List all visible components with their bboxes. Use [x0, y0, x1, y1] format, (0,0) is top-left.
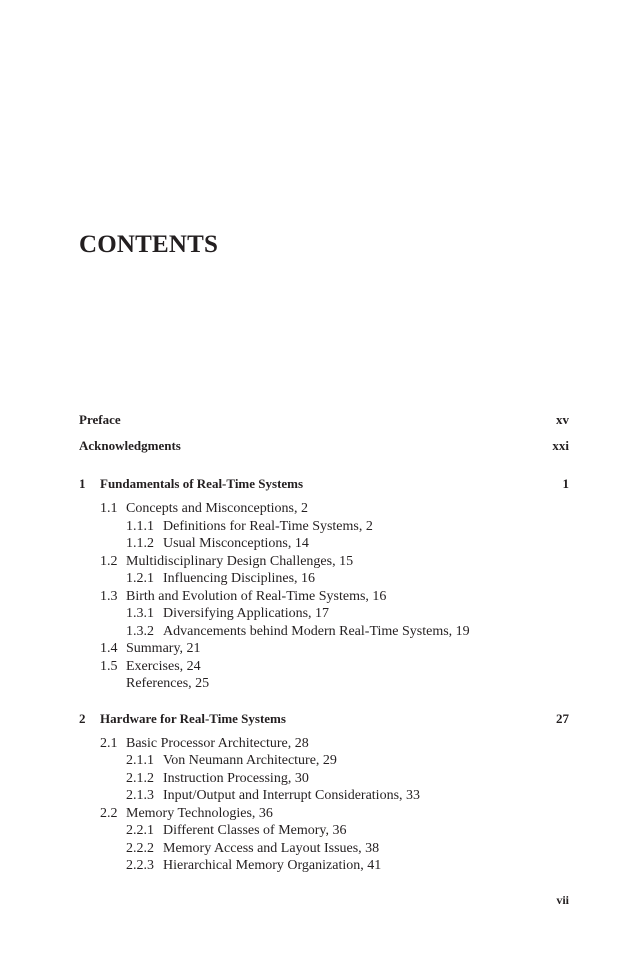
toc-chapter-title-group — [79, 474, 303, 494]
toc-subsection[interactable] — [79, 518, 569, 536]
toc-section-number: 1.3.1 — [126, 606, 154, 621]
table-of-contents — [79, 410, 569, 875]
toc-section-number: 2.1.1 — [126, 753, 154, 768]
toc-section[interactable] — [79, 500, 569, 518]
toc-section-text: Birth and Evolution of Real-Time Systems, 16 — [126, 588, 387, 604]
toc-subsection[interactable] — [79, 822, 569, 840]
toc-section-number: 1.3 — [100, 588, 118, 604]
toc-references[interactable] — [79, 675, 569, 693]
toc-section-number: 1.1.2 — [126, 536, 154, 551]
toc-section-number: 1.2.1 — [126, 571, 154, 586]
toc-subsection[interactable] — [79, 605, 569, 623]
toc-chapter-title: Hardware for Real-Time Systems — [100, 710, 286, 726]
toc-chapter-number: 2 — [79, 710, 86, 726]
toc-chapter — [79, 474, 569, 693]
toc-front-matter-acknowledgments[interactable] — [79, 436, 569, 456]
toc-chapter-title-group — [79, 709, 286, 729]
toc-section-number: 2.1.3 — [126, 788, 154, 803]
toc-front-page: xxi — [552, 438, 569, 453]
toc-section-number: 2.2.2 — [126, 840, 154, 856]
toc-section-text: Summary, 21 — [126, 641, 201, 656]
toc-section-text: Influencing Disciplines, 16 — [163, 571, 316, 586]
toc-section-text: Basic Processor Architecture, 28 — [126, 735, 309, 751]
toc-section-text: Memory Access and Layout Issues, 38 — [163, 840, 380, 856]
toc-chapter-heading[interactable] — [79, 709, 569, 729]
toc-section-number: 1.1.1 — [126, 518, 154, 534]
toc-section-text: Usual Misconceptions, 14 — [163, 536, 309, 551]
toc-front-page: xv — [556, 412, 569, 427]
toc-chapter-title: Fundamentals of Real-Time Systems — [100, 476, 304, 491]
toc-subsection[interactable] — [79, 770, 569, 788]
toc-chapter-heading[interactable] — [79, 474, 569, 494]
toc-section-number: 2.1 — [100, 735, 118, 751]
toc-section[interactable] — [79, 735, 569, 753]
toc-section-number: 1.1 — [100, 501, 118, 516]
toc-section-number: 2.2.3 — [126, 858, 154, 873]
toc-front-label: Preface — [79, 412, 121, 427]
toc-section[interactable] — [79, 805, 569, 823]
toc-section-text: Advancements behind Modern Real-Time Systems, 19 — [163, 623, 470, 639]
toc-subsection[interactable] — [79, 857, 569, 875]
toc-section-text: Von Neumann Architecture, 29 — [163, 753, 337, 768]
toc-section-number: 1.2 — [100, 553, 118, 569]
toc-subsection[interactable] — [79, 787, 569, 805]
toc-front-label: Acknowledgments — [79, 438, 181, 453]
page-number: vii — [556, 893, 569, 907]
toc-section-text: Definitions for Real-Time Systems, 2 — [163, 518, 373, 534]
page-title: CONTENTS — [79, 231, 219, 258]
toc-section[interactable] — [79, 553, 569, 571]
toc-section-number: 1.5 — [100, 658, 118, 674]
toc-subsection[interactable] — [79, 535, 569, 553]
toc-chapter-page: 1 — [562, 476, 569, 491]
toc-section-text: Instruction Processing, 30 — [163, 770, 309, 786]
toc-front-matter-preface[interactable] — [79, 410, 569, 430]
toc-section-number: 2.1.2 — [126, 770, 154, 786]
toc-section-text: Different Classes of Memory, 36 — [163, 823, 347, 838]
toc-section-number: 1.3.2 — [126, 623, 154, 639]
toc-chapter-page: 27 — [556, 710, 569, 726]
toc-section-text: Concepts and Misconceptions, 2 — [126, 501, 308, 516]
toc-subsection[interactable] — [79, 570, 569, 588]
toc-section[interactable] — [79, 640, 569, 658]
toc-chapter — [79, 709, 569, 875]
toc-subsection[interactable] — [79, 840, 569, 858]
toc-subsection[interactable] — [79, 623, 569, 641]
toc-section[interactable] — [79, 658, 569, 676]
toc-section-text: Exercises, 24 — [126, 658, 201, 674]
toc-chapter-number: 1 — [79, 476, 86, 491]
toc-section-number: 2.2 — [100, 805, 118, 821]
toc-section-text: Diversifying Applications, 17 — [163, 606, 330, 621]
toc-section-number: 1.4 — [100, 641, 118, 656]
toc-section-text: Input/Output and Interrupt Considerations, 33 — [163, 788, 421, 803]
toc-subsection[interactable] — [79, 752, 569, 770]
toc-section-text: Multidisciplinary Design Challenges, 15 — [126, 553, 354, 569]
toc-section-number: 2.2.1 — [126, 823, 154, 838]
toc-section[interactable] — [79, 588, 569, 606]
toc-section-text: Hierarchical Memory Organization, 41 — [163, 858, 382, 873]
toc-section-text: References, 25 — [126, 676, 210, 691]
toc-section-text: Memory Technologies, 36 — [126, 805, 273, 821]
